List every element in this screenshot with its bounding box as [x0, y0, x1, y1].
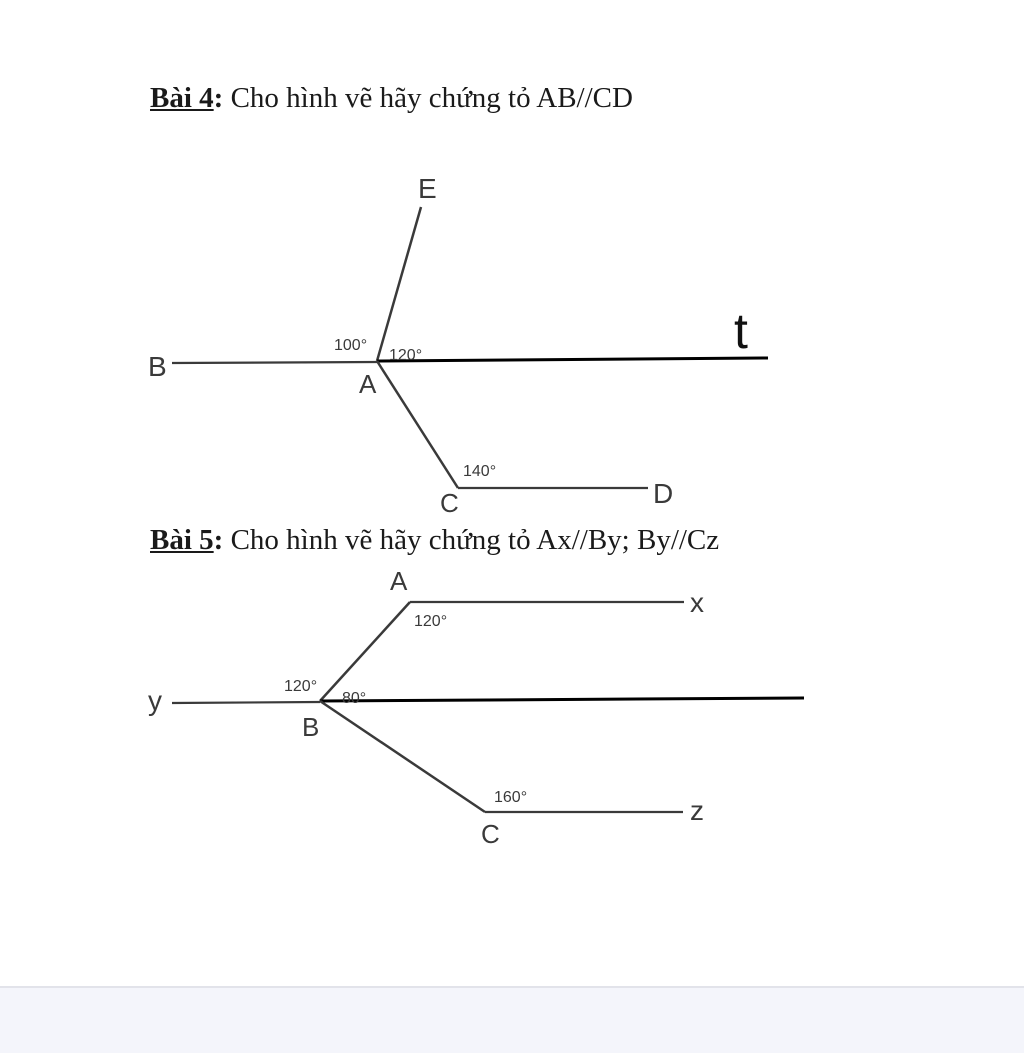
exercise-4-colon: : — [213, 82, 224, 114]
angle-BAE-label: 100° — [334, 337, 368, 354]
point-x-label: x — [690, 587, 704, 618]
angle-EAt-label: 120° — [389, 347, 423, 364]
exercise-4-statement: Cho hình vẽ hãy chứng tỏ AB//CD — [223, 82, 633, 114]
point-B-label: B — [148, 351, 167, 382]
angle-ACD-label: 140° — [463, 463, 497, 480]
point-A-label: A — [359, 369, 377, 399]
segment-BA — [320, 602, 410, 701]
exercise-4-label: Bài 4 — [150, 82, 214, 114]
point-E-label: E — [418, 173, 437, 204]
figure-4 — [148, 173, 768, 518]
angle-ABt-label: 80° — [342, 690, 367, 707]
segment-yB — [172, 702, 320, 703]
angle-BCz-label: 160° — [494, 789, 528, 806]
point-C-label: C — [440, 488, 459, 518]
angle-xAB-label: 120° — [414, 613, 448, 630]
point-B-label: B — [302, 712, 320, 742]
figure-5 — [148, 566, 804, 849]
point-y-label: y — [148, 685, 162, 716]
exercise-5-label: Bài 5 — [150, 524, 214, 556]
exercise-5-title — [150, 524, 719, 557]
angle-yBA-label: 120° — [284, 678, 318, 695]
point-t-label: t — [734, 303, 748, 359]
exercise-5-statement: Cho hình vẽ hãy chứng tỏ Ax//By; By//Cz — [223, 524, 720, 556]
segment-BC — [320, 701, 485, 812]
ray-At — [377, 358, 768, 361]
point-D-label: D — [653, 478, 674, 509]
point-A-label: A — [390, 566, 408, 596]
ray-Bt — [320, 698, 804, 701]
bottom-bar — [0, 986, 1024, 1053]
point-C-label: C — [481, 819, 500, 849]
segment-BA — [172, 362, 377, 363]
segment-AC — [377, 361, 458, 488]
point-z-label: z — [690, 795, 704, 826]
segment-AE — [377, 207, 421, 361]
exercise-5-colon: : — [213, 524, 224, 556]
